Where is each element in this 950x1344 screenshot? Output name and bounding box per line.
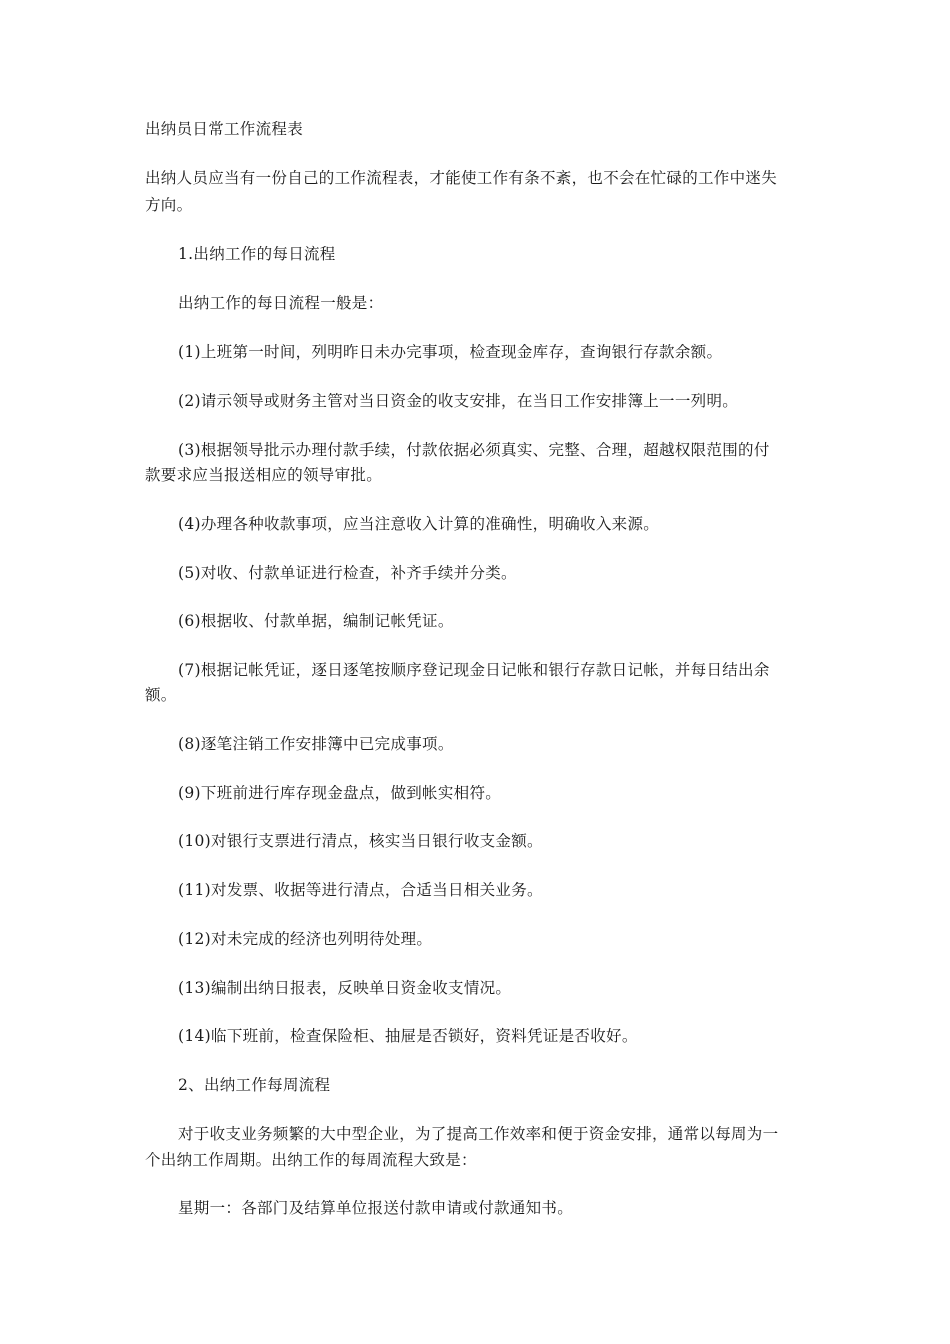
step-8: (8)逐笔注销工作安排簿中已完成事项。 (178, 735, 454, 753)
intro-paragraph-line-1: 出纳人员应当有一份自己的工作流程表，才能使工作有条不紊，也不会在忙碌的工作中迷失 (145, 169, 778, 187)
step-9: (9)下班前进行库存现金盘点，做到帐实相符。 (178, 784, 502, 802)
intro-paragraph-line-2: 方向。 (145, 196, 193, 214)
section-2-paragraph-line-2: 个出纳工作周期。出纳工作的每周流程大致是： (145, 1151, 477, 1169)
step-7-line-2: 额。 (145, 686, 177, 704)
step-14: (14)临下班前，检查保险柜、抽屉是否锁好，资料凭证是否收好。 (178, 1027, 638, 1045)
step-6: (6)根据收、付款单据，编制记帐凭证。 (178, 612, 454, 630)
step-3-line-1: (3)根据领导批示办理付款手续，付款依据必须真实、完整、合理，超越权限范围的付 (178, 441, 770, 459)
step-1: (1)上班第一时间，列明昨日未办完事项，检查现金库存，查询银行存款余额。 (178, 343, 723, 361)
step-2: (2)请示领导或财务主管对当日资金的收支安排，在当日工作安排簿上一一列明。 (178, 392, 739, 410)
document-title: 出纳员日常工作流程表 (145, 120, 304, 138)
section-2-heading: 2、出纳工作每周流程 (178, 1076, 331, 1094)
step-13: (13)编制出纳日报表，反映单日资金收支情况。 (178, 979, 512, 997)
section-1-heading: 1.出纳工作的每日流程 (178, 245, 336, 263)
step-5: (5)对收、付款单证进行检查，补齐手续并分类。 (178, 564, 517, 582)
step-10: (10)对银行支票进行清点，核实当日银行收支金额。 (178, 832, 543, 850)
step-11: (11)对发票、收据等进行清点，合适当日相关业务。 (178, 881, 543, 899)
step-7-line-1: (7)根据记帐凭证，逐日逐笔按顺序登记现金日记帐和银行存款日记帐，并每日结出余 (178, 661, 770, 679)
section-1-lead: 出纳工作的每日流程一般是： (178, 294, 384, 312)
step-3-line-2: 款要求应当报送相应的领导审批。 (145, 466, 383, 484)
step-12: (12)对未完成的经济也列明待处理。 (178, 930, 433, 948)
section-2-paragraph-line-1: 对于收支业务频繁的大中型企业，为了提高工作效率和便于资金安排，通常以每周为一 (178, 1125, 779, 1143)
step-4: (4)办理各种收款事项，应当注意收入计算的准确性，明确收入来源。 (178, 515, 660, 533)
monday-item: 星期一：各部门及结算单位报送付款申请或付款通知书。 (178, 1199, 574, 1217)
